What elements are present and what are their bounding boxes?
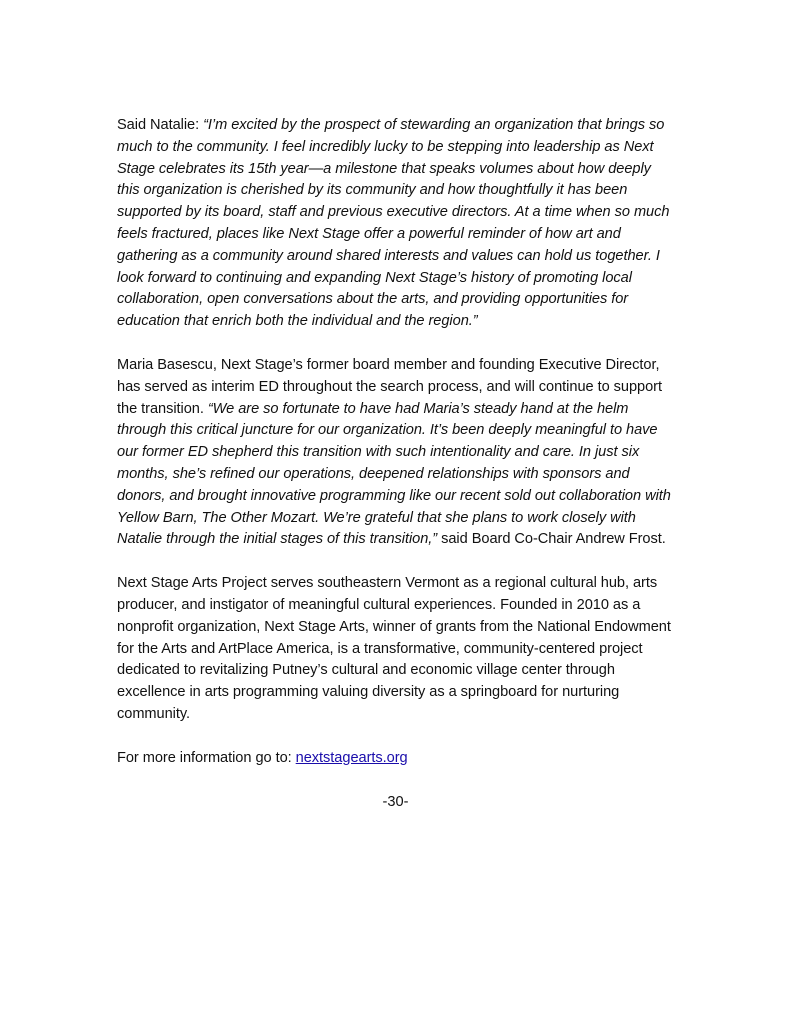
board-chair-quote-text: “We are so fortunate to have had Maria’s steady hand at the helm through this critical juncture for our organization. It’s been deeply meaningful to have our former ED shepherd this transition with such intentionality and care. In just six months, she’s refined our operations, deepened relationships with sponsors and donors, and brought innovative programming like our recent sold out collaboration with Yellow Barn, The Other Mozart. We’re grateful that she plans to work closely with Natalie through the initial stages of this transition,” — [117, 400, 671, 548]
maria-transition-intro: Maria Basescu, Next Stage’s former board member and founding Executive Director, has served as interim ED throughout the search process, and will continue to support the transition. — [117, 356, 662, 417]
document-body — [117, 115, 677, 792]
more-info-prefix: For more information go to: — [117, 749, 296, 766]
organization-description-paragraph: Next Stage Arts Project serves southeastern Vermont as a regional cultural hub, arts producer, and instigator of meaningful cultural experiences. Founded in 2010 as a nonprofit organization, Next Stage Arts, winner of grants from the National Endowment for the Arts and ArtPlace America, is a transformative, community-centered project dedicated to revitalizing Putney’s cultural and economic village center through excellence in arts programming valuing diversity as a springboard for nurturing community. — [117, 575, 671, 722]
natalie-quote-intro: Said Natalie: — [117, 117, 204, 133]
end-mark: -30- — [382, 794, 409, 810]
maria-transition-paragraph — [117, 355, 677, 551]
natalie-quote-paragraph — [117, 115, 677, 333]
board-chair-attribution: said Board Co-Chair Andrew Frost. — [437, 531, 666, 548]
website-link[interactable]: nextstagearts.org — [295, 749, 408, 766]
more-info-paragraph — [117, 748, 677, 770]
natalie-quote-text: “I’m excited by the prospect of stewarding an organization that brings so much to the community. I feel incredibly lucky to be stepping into leadership as Next Stage celebrates its 15th year—a milestone that speaks volumes about how deeply this organization is cherished by its community and how thoughtfully it has been supported by its board, staff and previous executive directors. At a time when so much feels fractured, places like Next Stage offer a powerful reminder of how art and gathering as a community around shared interests and values can hold us together. I look forward to continuing and expanding Next Stage’s history of promoting local collaboration, open conversations about the arts, and providing opportunities for education that enrich both the individual and the region.” — [117, 117, 670, 330]
